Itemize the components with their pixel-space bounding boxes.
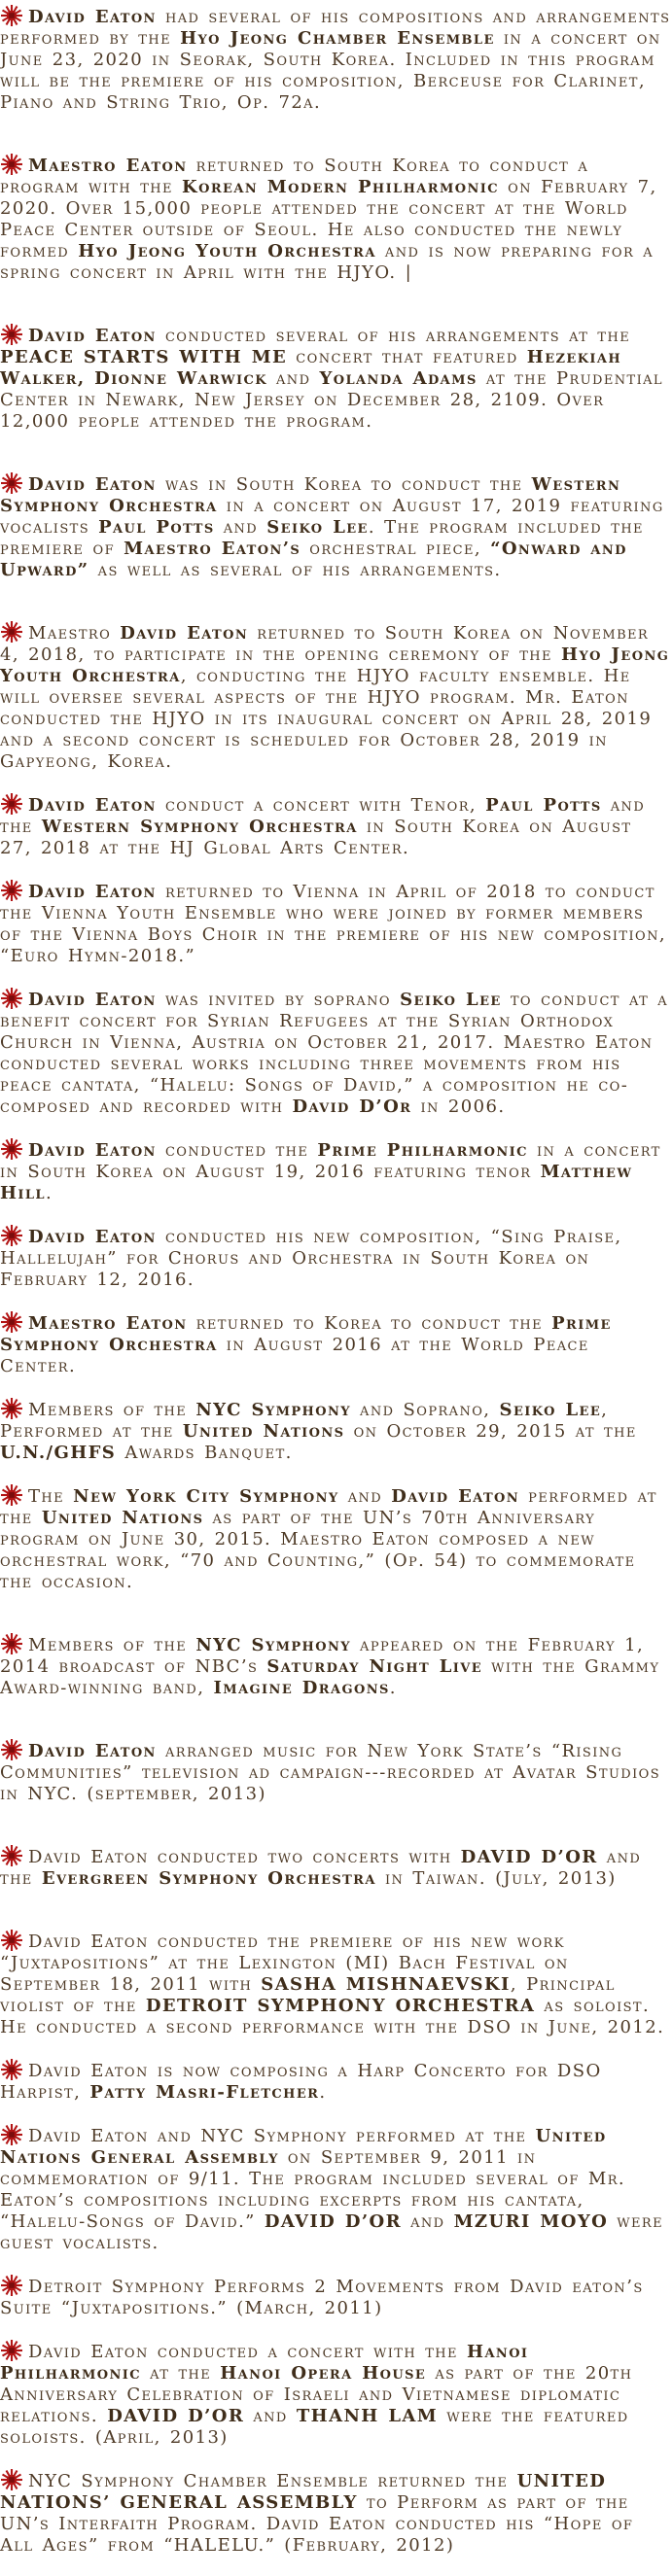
news-item-text [0,990,668,1117]
text-segment: DAVID D’OR [264,2211,402,2232]
text-segment: Imagine Dragons [213,1678,390,1698]
sunburst-bullet-icon [0,1483,23,1507]
news-item [0,1483,672,1593]
text-segment: Seiko Lee [400,990,502,1010]
news-item-text [0,2277,644,2318]
news-item-text [0,2342,632,2448]
text-segment: United Nations General Assembly [0,2126,607,2168]
sunburst-bullet-icon [0,620,23,644]
sunburst-bullet-icon [0,1224,23,1247]
news-item [0,792,672,859]
text-segment: Maestro Eaton [28,156,188,176]
sunburst-bullet-icon [0,2058,23,2081]
text-segment: as part of the UN’s 70th Anniversary program on June 30, 2015. Maestro Eaton composed a new orchestral work, “70 and Counting,” (Op. 54) to commemorate the occasion. [0,1508,636,1592]
text-segment: Detroit Symphony Performs 2 Movements from David eaton’s Suite “Juxtapositions.” (March, 2011) [0,2277,644,2318]
text-segment: arranged music for New York State’s “Rising Communities” television ad campaign---recorded at Avatar Studios in NYC. (september, 2013) [0,1741,661,1804]
text-segment: was in South Korea to conduct the [156,474,532,495]
text-segment: were guest vocalists. [0,2211,664,2253]
text-segment: and [266,368,320,389]
text-segment: Members of the [28,1635,196,1655]
sunburst-bullet-icon [0,4,23,27]
text-segment: NYC Symphony [195,1635,351,1655]
text-segment: Hyo Jeong Youth Orchestra [78,241,376,261]
text-segment: David Eaton [28,990,157,1010]
text-segment: and [338,1486,392,1507]
news-item [0,1397,672,1464]
news-item [0,4,672,114]
text-segment: Matthew Hill [0,1162,633,1203]
text-segment: Hezekiah Walker, Dionne Warwick [0,347,622,389]
text-segment: Seiko Lee [499,1400,602,1420]
text-segment: , conducting the HJYO faculty ensemble. He will oversee several aspects of the HJYO program. Mr. Eaton conducted the HJYO in its inaugural concert on April 28, 2019 and a second concert is scheduled for October 28, 2019 in Gapyeong, Korea. [0,666,653,772]
news-item [0,1310,672,1377]
text-segment: returned to South Korea on November 4, 2018, to participate in the opening ceremony of the [0,623,650,665]
text-segment: concert that featured [287,347,527,367]
news-item [0,879,672,967]
news-item [0,2274,672,2319]
news-item-text [0,1847,641,1889]
text-segment: David Eaton [28,1741,157,1761]
text-segment: and [244,2406,297,2426]
sunburst-bullet-icon [0,2274,23,2297]
text-segment: conducted the [156,1140,318,1161]
news-item [0,1632,672,1699]
sunburst-bullet-icon [0,2123,23,2146]
text-segment: orchestral piece, [301,539,491,559]
text-segment: David Eaton [28,474,157,495]
news-item [0,1844,672,1890]
text-segment: had several of his compositions and arrangements performed by the [0,7,671,49]
news-item [0,1929,672,2038]
text-segment: THANH LAM [296,2406,439,2426]
text-segment: conducted his new composition, “Sing Praise, Hallelujah” for Chorus and Orchestra in South Korea on February 12, 2016. [0,1227,622,1290]
text-segment: NYC Symphony [195,1400,351,1420]
text-segment: “Onward and Upward” [0,539,627,580]
news-item-text [0,2126,663,2253]
text-segment: UNITED NATIONS’ GENERAL ASSEMBLY [0,2471,607,2513]
news-item [0,2123,672,2254]
text-segment: David Eaton [28,882,157,902]
sunburst-bullet-icon [0,1137,23,1161]
news-item-text [0,2471,633,2556]
text-segment: in August 2016 at the World Peace Center. [0,1335,589,1376]
news-item [0,1738,672,1805]
text-segment: in 2006. [411,1097,506,1117]
text-segment: David Eaton [28,326,157,346]
text-segment: to Perform as part of the UN’s Interfaith Program. David Eaton conducted his “Hope of All Ages” from “HALELU.” (February, 2012) [0,2492,634,2556]
news-item-text [0,1140,661,1203]
text-segment: and is now preparing for a spring concert in April with the HJYO. | [0,241,654,283]
news-item-text [0,1635,659,1698]
text-segment: . [319,2082,327,2103]
sunburst-bullet-icon [0,879,23,902]
text-segment: , Principal violist of the [0,1974,616,2016]
text-segment: Hyo Jeong Chamber Ensemble [180,28,495,49]
text-segment: on October 29, 2015 at the [344,1421,637,1442]
news-item-text [0,1486,657,1592]
text-segment: as well as several of his arrangements. [88,560,502,580]
text-segment: David Eaton conducted two concerts with [28,1847,461,1867]
text-segment: David D’Or [292,1097,412,1117]
sunburst-bullet-icon [0,1844,23,1867]
text-segment: MZURI MOYO [453,2211,609,2232]
text-segment: Prime Philharmonic [317,1140,528,1161]
text-segment: conducted several of his arrangements at the [156,326,631,346]
text-segment: was invited by soprano [156,990,401,1010]
text-segment: SASHA MISHNAEVSKI [261,1974,511,1995]
text-segment: Evergreen Symphony Orchestra [41,1868,376,1889]
text-segment: Western Symphony Orchestra [41,817,358,837]
text-segment: at the [141,2363,221,2384]
text-segment: David Eaton [28,1140,157,1161]
text-segment: in Taiwan. (July, 2013) [375,1868,617,1889]
text-segment: Patty Masri-Fletcher [89,2082,320,2103]
text-segment: Hanoi Philharmonic [0,2342,529,2384]
text-segment: Maestro Eaton [28,1313,188,1334]
text-segment: Members of the [28,1400,196,1420]
sunburst-bullet-icon [0,323,23,346]
text-segment: DETROIT SYMPHONY ORCHESTRA [145,1996,536,2016]
text-segment: Seiko Lee [266,517,369,538]
text-segment: performed at the [0,1486,657,1528]
text-segment: were the featured soloists. (April, 2013) [0,2406,629,2448]
text-segment: appeared on the February 1, 2014 broadcast of NBC’s [0,1635,645,1677]
text-segment: . The program included the premiere of [0,517,644,559]
text-segment: on September 9, 2011 in commemoration of 9/11. The program included several of Mr. Eaton’s compositions including excerpts from his cantata, “Halelu-Songs of David.” [0,2147,626,2232]
text-segment: at the Prudential Center in Newark, New Jersey on December 28, 2109. Over 12,000 people attended the program. [0,368,663,432]
news-item-text [0,2061,602,2103]
text-segment: Hyo Jeong Youth Orchestra [0,644,670,686]
news-item-text [0,795,645,858]
text-segment: with the Grammy Award-winning band, [0,1656,660,1698]
text-segment: David Eaton conducted a concert with the [28,2342,468,2362]
text-segment: DAVID D’OR [460,1847,598,1867]
text-segment: and [401,2211,454,2232]
news-item [0,2339,672,2449]
text-segment: David Eaton and NYC Symphony performed at the [28,2126,536,2146]
news-item [0,153,672,284]
text-segment: David Eaton conducted the premiere of his new work “Juxtapositions” at the Lexington (MI) Bach Festival on September 18, 2011 with [0,1932,569,1995]
text-segment: Prime Symphony Orchestra [0,1313,612,1355]
news-item-text [0,1313,612,1376]
sunburst-bullet-icon [0,2468,23,2491]
text-segment: Saturday Night Live [266,1656,483,1677]
news-item-text [0,882,666,966]
text-segment: United Nations [41,1508,204,1528]
text-segment: . [45,1183,53,1203]
news-item-text [0,1932,664,2037]
text-segment: on February 7, 2020. Over 15,000 people attended the concert at the World Peace Center outside of Seoul. He also conducted the newly formed [0,177,657,261]
sunburst-bullet-icon [0,1397,23,1420]
sunburst-bullet-icon [0,792,23,816]
text-segment: David Eaton is now composing a Harp Concerto for DSO Harpist, [0,2061,602,2103]
text-segment: conduct a concert with Tenor, [156,795,486,816]
text-segment: and [214,517,267,538]
news-item-text [0,1400,637,1463]
news-item-text [0,1741,660,1804]
text-segment: Yolanda Adams [319,368,477,389]
sunburst-bullet-icon [0,471,23,495]
sunburst-bullet-icon [0,1632,23,1655]
text-segment: in a concert on June 23, 2020 in Seorak, South Korea. Included in this program will be the premiere of his composition, Berceuse for Clarinet, Piano and String Trio, Op. 72a. [0,28,661,113]
text-segment: as part of the 20th Anniversary Celebration of Israeli and Vietnamese diplomatic relations. [0,2363,633,2426]
text-segment: in a concert in South Korea on August 19, 2016 featuring tenor [0,1140,661,1182]
text-segment: NYC Symphony Chamber Ensemble returned the [28,2471,517,2491]
text-segment: United Nations [182,1421,345,1442]
text-segment: DAVID D’OR [107,2406,245,2426]
news-item-text [0,474,664,580]
text-segment: and Soprano, [350,1400,500,1420]
news-item-text [0,326,663,432]
sunburst-bullet-icon [0,1738,23,1761]
text-segment: New York City Symphony [73,1486,339,1507]
text-segment: The [28,1486,74,1507]
news-item [0,620,672,773]
news-item [0,323,672,433]
text-segment: U.N./GHFS [0,1443,117,1463]
news-item [0,2058,672,2104]
news-item [0,471,672,581]
text-segment: . [389,1678,397,1698]
news-item-text [0,156,657,283]
text-segment: Paul Potts [98,517,215,538]
text-segment: and the [0,795,646,837]
text-segment: , Performed at the [0,1400,609,1442]
text-segment: David Eaton [28,1227,157,1247]
sunburst-bullet-icon [0,987,23,1010]
text-segment: David Eaton [28,7,157,27]
sunburst-bullet-icon [0,2339,23,2362]
text-segment: David Eaton [28,795,157,816]
sunburst-bullet-icon [0,1929,23,1952]
text-segment: Paul Potts [485,795,602,816]
text-segment: David Eaton [391,1486,520,1507]
text-segment: to conduct at a benefit concert for Syrian Refugees at the Syrian Orthodox Church in Vienna, Austria on October 21, 2017. Maestro Eaton conducted several works including three movements from his peace cantata, “Halelu: Songs of David,” a composition he co-composed and recorded with [0,990,669,1117]
news-item [0,1224,672,1291]
news-item-text [0,7,670,113]
text-segment: Maestro [28,623,121,644]
sunburst-bullet-icon [0,153,23,176]
news-item [0,1137,672,1204]
sunburst-bullet-icon [0,1310,23,1334]
text-segment: Western Symphony Orchestra [0,474,621,516]
text-segment: as soloist. He conducted a second performance with the DSO in June, 2012. [0,1996,665,2037]
text-segment: returned to South Korea to conduct a program with the [0,156,589,197]
news-item-text [0,623,669,772]
text-segment: returned to Vienna in April of 2018 to conduct the Vienna Youth Ensemble who were joined by former members of the Vienna Boys Choir in the premiere of his new composition, “Euro Hymn-2018.” [0,882,666,966]
text-segment: and the [0,1847,642,1889]
text-segment: PEACE STARTS WITH ME [0,347,288,367]
text-segment: returned to Korea to conduct the [187,1313,552,1334]
text-segment: in South Korea on August 27, 2018 at the HJ Global Arts Center. [0,817,632,858]
text-segment: Korean Modern Philharmonic [182,177,499,197]
text-segment: Hanoi Opera House [220,2363,427,2384]
text-segment: David Eaton [120,623,249,644]
news-item [0,2468,672,2557]
text-segment: Awards Banquet. [116,1443,293,1463]
text-segment: in a concert on August 17, 2019 featuring vocalists [0,496,664,538]
news-item-text [0,1227,622,1290]
text-segment: Maestro Eaton’s [124,539,301,559]
news-item [0,987,672,1118]
